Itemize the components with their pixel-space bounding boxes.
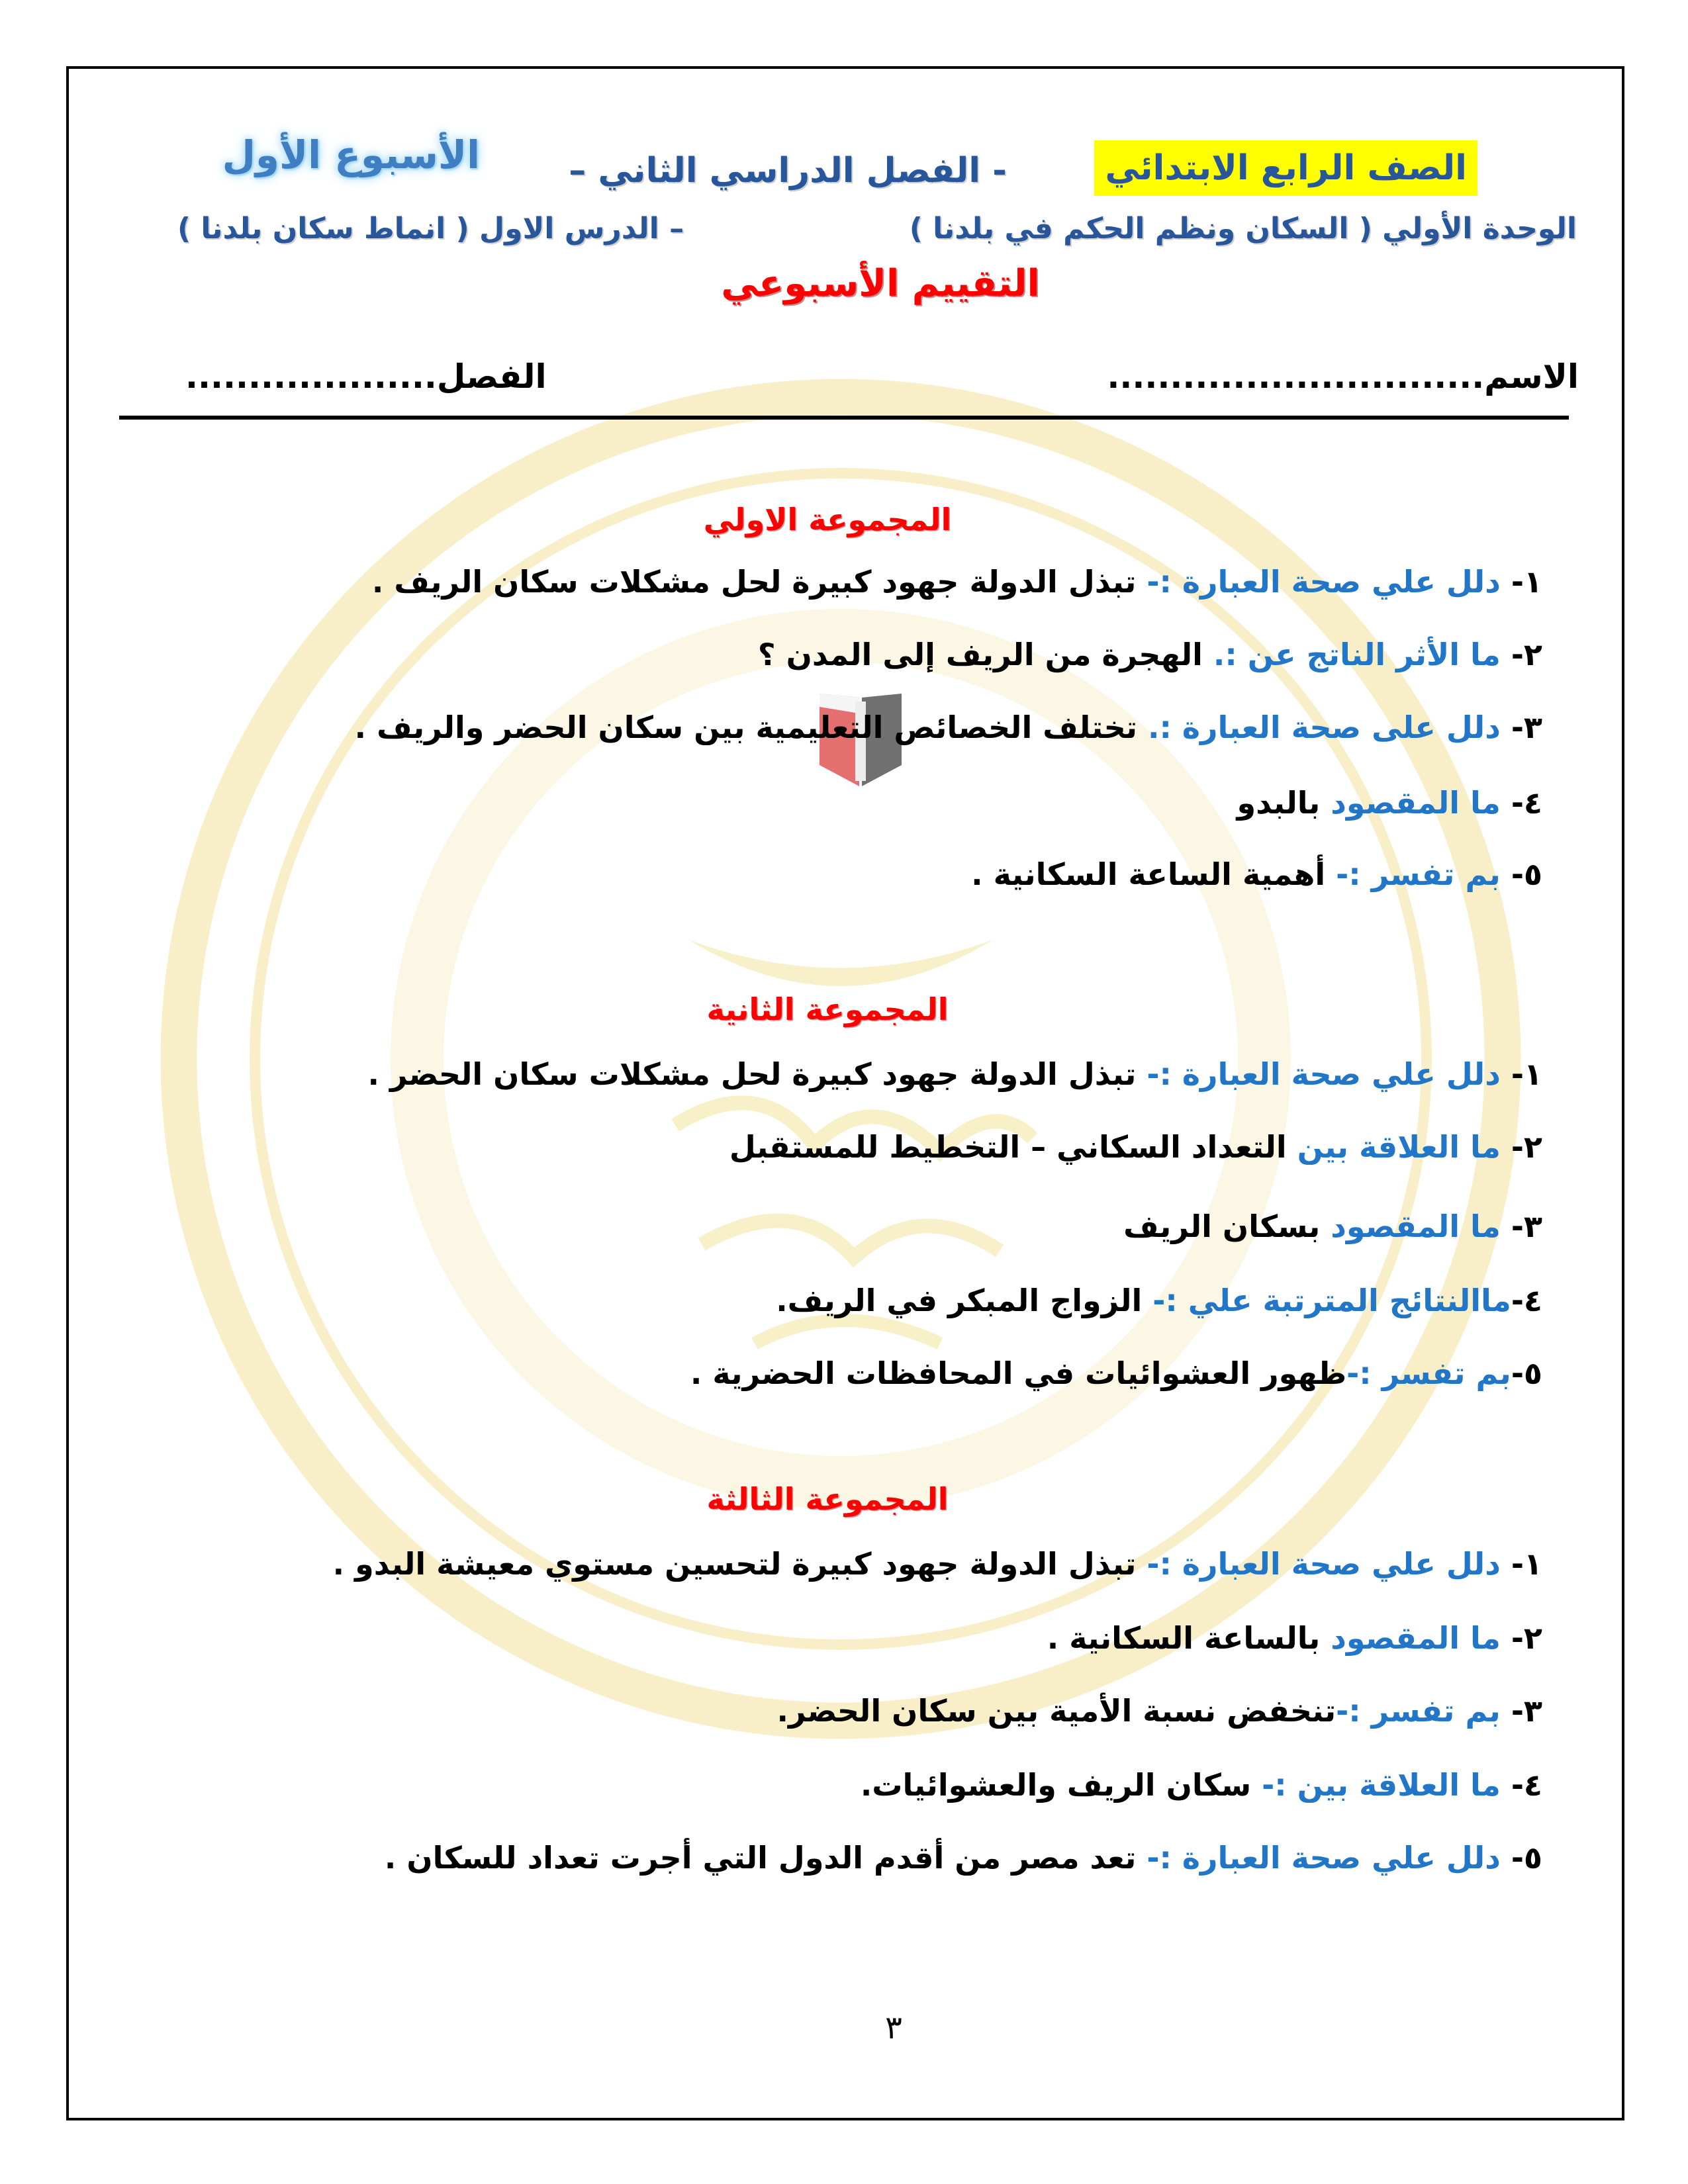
question-keyword: بم تفسر :-: [1346, 1355, 1511, 1391]
question-row: [1237, 785, 1543, 821]
question-number: ٢-: [1511, 1620, 1542, 1656]
question-keyword: ما المقصود: [1331, 1620, 1501, 1656]
question-keyword: ما العلاقة بين :-: [1262, 1767, 1501, 1803]
question-number: ٤-: [1511, 785, 1542, 821]
question-keyword: دلل علي صحة العبارة :-: [1147, 564, 1501, 600]
group-title: المجموعة الثانية: [706, 991, 949, 1027]
question-text: تختلف الخصائص التعليمية بين سكان الحضر والريف .: [354, 709, 1149, 745]
question-number: ٣-: [1511, 1208, 1542, 1244]
question-number: ٥-: [1511, 856, 1542, 892]
week-label: الأسبوع الأول: [222, 132, 480, 177]
question-text: تبذل الدولة جهود كبيرة لحل مشكلات سكان الحضر .: [367, 1056, 1147, 1092]
lesson-line: – الدرس الاول ( انماط سكان بلدنا ): [177, 212, 684, 246]
question-row: [368, 1056, 1543, 1092]
question-number: ٣-: [1511, 1693, 1542, 1729]
question-text: الهجرة من الريف إلى المدن ؟: [757, 637, 1213, 672]
header-divider: [119, 416, 1569, 420]
question-text: بسكان الريف: [1123, 1208, 1331, 1244]
question-keyword: ما الأثر الناتج عن :.: [1213, 637, 1501, 672]
question-row: [355, 709, 1542, 745]
question-keyword: ما العلاقة بين: [1297, 1129, 1501, 1165]
class-label: الفصل: [436, 357, 547, 396]
question-keyword: ما المقصود: [1331, 1208, 1501, 1244]
question-row: [776, 1693, 1542, 1729]
question-keyword: ماالنتائج المترتبة علي :-: [1152, 1283, 1511, 1318]
question-number: ٤-: [1511, 1767, 1542, 1803]
question-text: تنخفض نسبة الأمية بين سكان الحضر.: [776, 1693, 1336, 1729]
question-text: ظهور العشوائيات في المحافظات الحضرية .: [690, 1355, 1347, 1391]
question-text: بالساعة السكانية .: [1047, 1620, 1331, 1656]
question-row: [776, 1283, 1542, 1318]
question-row: [1123, 1208, 1542, 1244]
question-number: ٢-: [1511, 1129, 1542, 1165]
question-number: ٣-: [1511, 709, 1542, 745]
name-dots: ..............................: [1107, 357, 1485, 396]
name-label: الاسم: [1484, 357, 1579, 396]
class-field: [185, 357, 547, 396]
semester-title: - الفصل الدراسي الثاني –: [569, 151, 1007, 191]
question-text: الزواج المبكر في الريف.: [776, 1283, 1153, 1318]
question-text: بالبدو: [1237, 785, 1331, 821]
question-number: ١-: [1511, 564, 1542, 600]
group-title: المجموعة الاولي: [703, 502, 952, 537]
question-text: سكان الريف والعشوائيات.: [860, 1767, 1262, 1803]
question-row: [971, 856, 1542, 892]
class-dots: ....................: [185, 357, 437, 396]
question-keyword: دلل علي صحة العبارة :-: [1147, 1840, 1501, 1876]
question-number: ٤-: [1511, 1283, 1542, 1318]
question-row: [1047, 1620, 1542, 1656]
group-title: المجموعة الثالثة: [706, 1481, 949, 1517]
question-keyword: دلل على صحة العبارة :.: [1148, 709, 1501, 745]
question-row: [690, 1355, 1542, 1391]
assessment-title: التقييم الأسبوعي: [721, 262, 1040, 305]
question-number: ٥-: [1511, 1840, 1542, 1876]
question-keyword: بم تفسر :-: [1336, 856, 1501, 892]
question-row: [729, 1129, 1542, 1165]
question-row: [758, 637, 1542, 672]
page-number: ٣: [885, 2009, 902, 2046]
question-row: [861, 1767, 1542, 1803]
question-number: ٢-: [1511, 637, 1542, 672]
question-keyword: بم تفسر :-: [1336, 1693, 1501, 1729]
question-row: [333, 1546, 1542, 1582]
question-row: [372, 564, 1542, 600]
grade-title: الصف الرابع الابتدائي: [1094, 140, 1477, 196]
question-text: تبذل الدولة جهود كبيرة لتحسين مستوي معيشة البدو .: [332, 1546, 1147, 1582]
question-text: التعداد السكاني – التخطيط للمستقبل: [729, 1129, 1297, 1165]
question-number: ١-: [1511, 1546, 1542, 1582]
question-number: ١-: [1511, 1056, 1542, 1092]
question-keyword: ما المقصود: [1331, 785, 1501, 821]
question-keyword: دلل علي صحة العبارة :-: [1147, 1056, 1501, 1092]
question-row: [385, 1840, 1542, 1876]
question-text: أهمية الساعة السكانية .: [971, 856, 1336, 892]
question-text: تبذل الدولة جهود كبيرة لحل مشكلات سكان الريف .: [371, 564, 1147, 600]
question-text: تعد مصر من أقدم الدول التي أجرت تعداد للسكان .: [384, 1840, 1147, 1876]
name-field: [1107, 357, 1579, 396]
unit-line: الوحدة الأولي ( السكان ونظم الحكم في بلدنا ): [909, 212, 1577, 246]
question-number: ٥-: [1511, 1355, 1542, 1391]
question-keyword: دلل علي صحة العبارة :-: [1147, 1546, 1501, 1582]
